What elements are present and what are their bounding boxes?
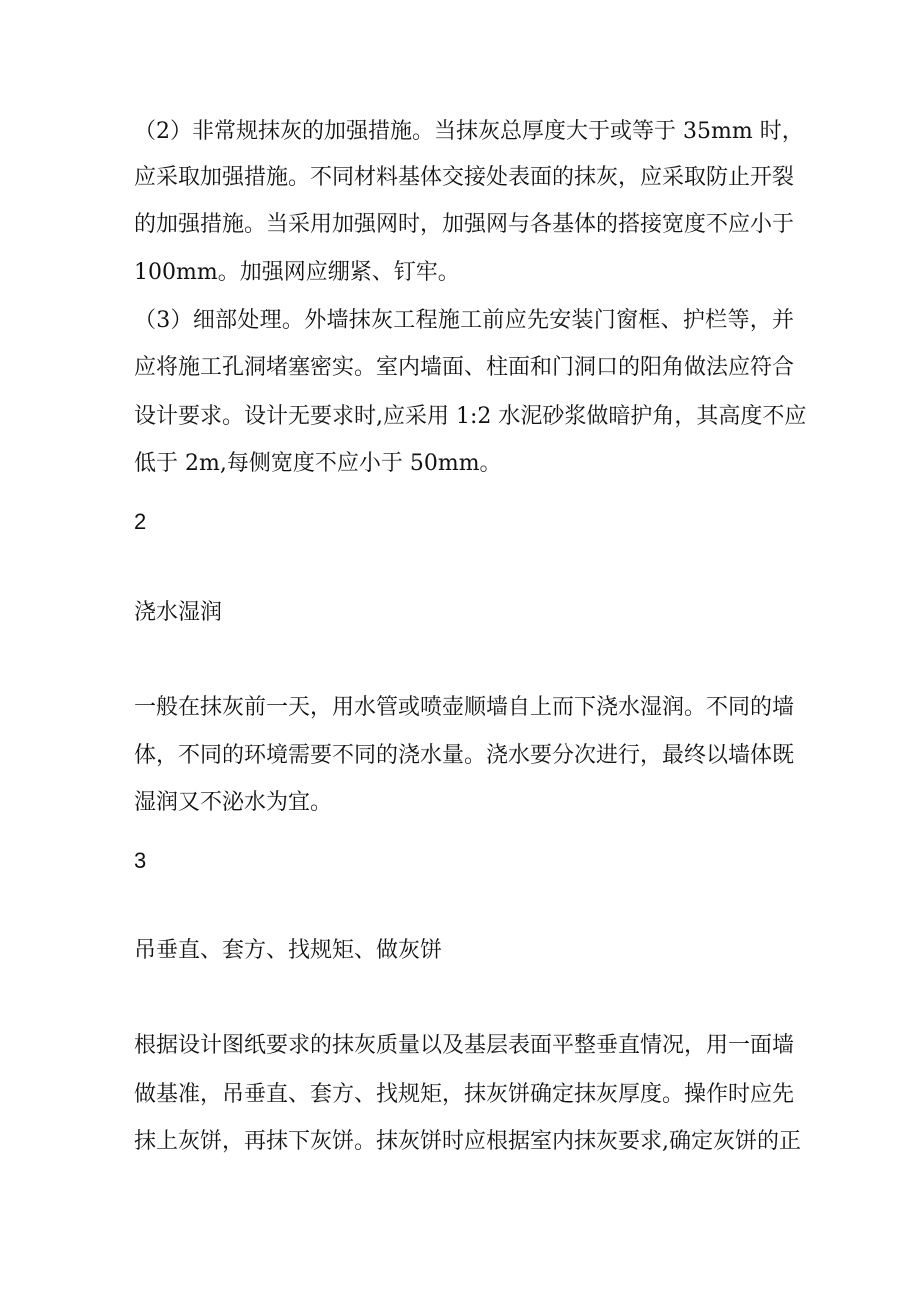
section-3-line-1: 根据设计图纸要求的抹灰质量以及基层表面平整垂直情况，用一面墙 (134, 1033, 795, 1058)
paragraph-3-line-2: 应将施工孔洞堵塞密实。室内墙面、柱面和门洞口的阳角做法应符合 (134, 355, 795, 380)
section-2-title: 浇水湿润 (134, 600, 223, 625)
paragraph-2-line-4: 100mm。加强网应绷紧、钉牢。 (134, 260, 460, 285)
section-2-line-1: 一般在抹灰前一天，用水管或喷壶顺墙自上而下浇水湿润。不同的墙 (134, 695, 795, 720)
paragraph-3-line-1: （3）细部处理。外墙抹灰工程施工前应先安装门窗框、护栏等，并 (134, 308, 794, 333)
paragraph-2-line-2: 应采取加强措施。不同材料基体交接处表面的抹灰，应采取防止开裂 (134, 165, 795, 190)
section-3-title: 吊垂直、套方、找规矩、做灰饼 (134, 938, 443, 963)
section-2-line-3: 湿润又不泌水为宜。 (134, 790, 333, 815)
paragraph-2-line-3: 的加强措施。当采用加强网时，加强网与各基体的搭接宽度不应小于 (134, 212, 795, 237)
section-3-number: 3 (134, 848, 147, 873)
paragraph-2-line-1: （2）非常规抹灰的加强措施。当抹灰总厚度大于或等于 35mm 时， (134, 119, 804, 144)
paragraph-3-line-3: 设计要求。设计无要求时,应采用 1:2 水泥砂浆做暗护角，其高度不应 (134, 404, 807, 429)
paragraph-3-line-4: 低于 2m,每侧宽度不应小于 50mm。 (134, 451, 502, 476)
section-2-line-2: 体，不同的环境需要不同的浇水量。浇水要分次进行，最终以墙体既 (134, 743, 795, 768)
section-3-line-3: 抹上灰饼，再抹下灰饼。抹灰饼时应根据室内抹灰要求,确定灰饼的正 (134, 1129, 801, 1154)
section-3-line-2: 做基准，吊垂直、套方、找规矩，抹灰饼确定抹灰厚度。操作时应先 (134, 1082, 795, 1107)
section-2-number: 2 (134, 509, 147, 534)
